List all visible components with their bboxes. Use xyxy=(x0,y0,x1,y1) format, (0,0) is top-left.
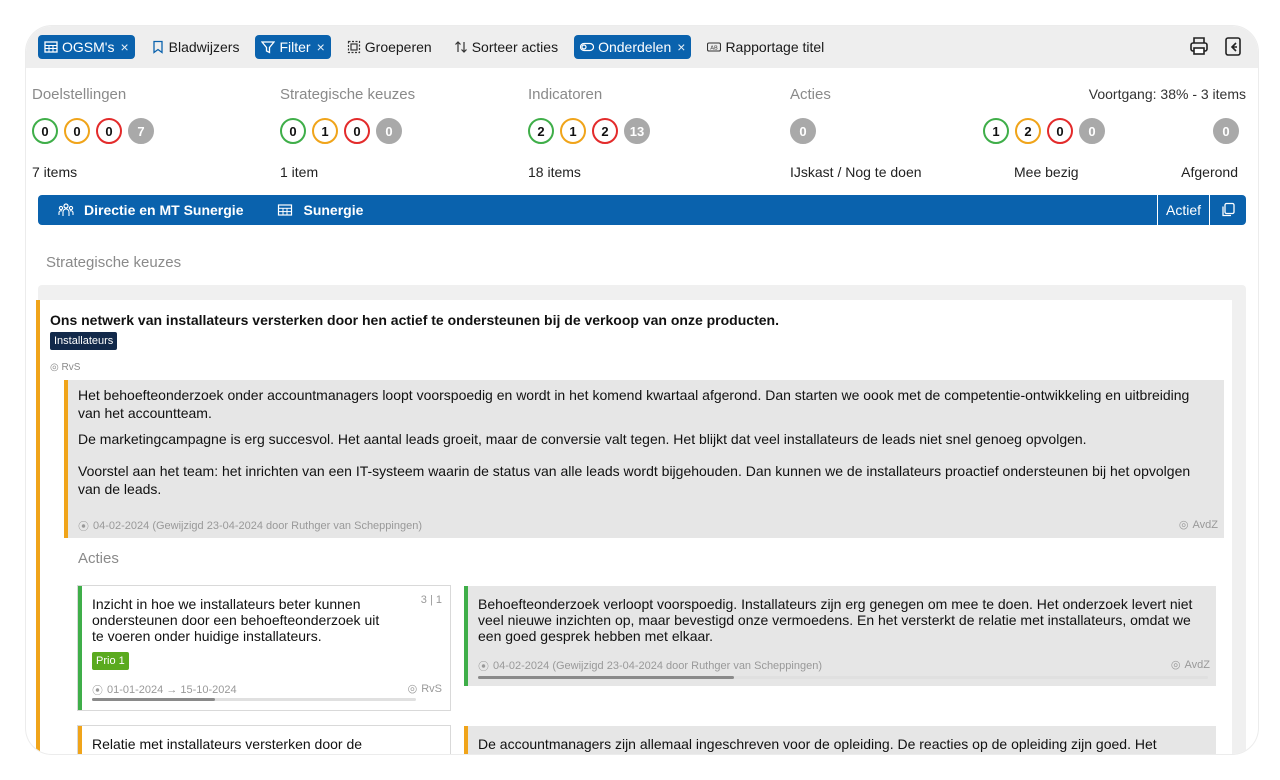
toolbar xyxy=(26,26,1258,68)
progress-fill xyxy=(92,698,215,701)
count-none[interactable]: 0 xyxy=(1079,118,1105,144)
stat-foot: 7 items xyxy=(32,164,78,180)
action-owner xyxy=(408,682,442,695)
action-counts: 3 | 1 xyxy=(420,594,442,606)
count-green[interactable]: 0 xyxy=(32,118,58,144)
tab-ogsms[interactable] xyxy=(38,35,135,59)
status-bar-orange xyxy=(464,726,468,754)
group-icon xyxy=(347,40,361,54)
comment-paragraph: Voorstel aan het team: het inrichten van een IT-systeem waarin de status van alle leads wordt bijgehouden. Dan kunnen we de installateurs proactief ondersteunen bij het opvolgen van de leads. xyxy=(78,463,1191,497)
progress-bar xyxy=(92,698,416,701)
tag-badge[interactable]: Installateurs xyxy=(50,332,117,350)
count-red[interactable]: 2 xyxy=(592,118,618,144)
copy-icon xyxy=(1220,202,1236,218)
count-orange[interactable]: 2 xyxy=(1015,118,1041,144)
tab-bladwijzers[interactable] xyxy=(145,35,246,59)
close-icon[interactable]: × xyxy=(316,39,325,55)
comment-paragraph: De marketingcampagne is erg succesvol. Het aantal leads groeit, maar de conversie valt tegen. Het blijkt dat veel installateurs de leads niet snel genoeg opvolgen. xyxy=(78,431,1087,447)
progress-bar xyxy=(478,676,1208,679)
toggle-icon xyxy=(580,40,594,54)
tab-groeperen[interactable] xyxy=(341,35,438,59)
count-green[interactable]: 0 xyxy=(280,118,306,144)
card-title[interactable]: Ons netwerk van installateurs versterken door hen actief te ondersteunen bij de verkoop van onze producten. xyxy=(50,312,779,328)
tab-filter[interactable] xyxy=(255,35,330,59)
action-comment[interactable] xyxy=(464,586,1216,686)
comment-paragraph: Het behoefteonderzoek onder accountmanagers loopt voorspoedig en wordt in het komend kwartaal afgerond. Dan starten we oook met de competentie-ontwikkeling en uitbreiding van het accountteam. xyxy=(78,387,1190,421)
play-icon: ⦿ xyxy=(92,685,103,697)
close-icon[interactable]: × xyxy=(120,39,129,55)
tab-onderdelen[interactable] xyxy=(574,35,691,59)
stat-foot-bezig: Mee bezig xyxy=(1014,164,1079,180)
filter-icon xyxy=(261,40,275,54)
action-comment-text: De accountmanagers zijn allemaal ingeschreven voor de opleiding. De reacties op de opleiding zijn goed. Het xyxy=(478,736,1157,752)
count-orange[interactable]: 1 xyxy=(560,118,586,144)
status-bar-orange xyxy=(64,380,68,538)
count-red[interactable]: 0 xyxy=(344,118,370,144)
comment-author xyxy=(1171,658,1210,671)
status-counts xyxy=(32,118,154,144)
stat-title: Acties xyxy=(790,86,831,103)
user-icon: ◎ xyxy=(1178,519,1189,531)
action-owner-name: RvS xyxy=(421,682,442,695)
comment-box[interactable] xyxy=(64,380,1224,538)
tab-rapportage-titel[interactable] xyxy=(701,35,830,59)
comment-date: 04-02-2024 (Gewijzigd 23-04-2024 door Ruthger van Scheppingen) xyxy=(493,660,822,672)
section-title: Strategische keuzes xyxy=(46,254,182,271)
comment-meta xyxy=(478,658,822,674)
comment-author-name: AvdZ xyxy=(1184,658,1210,671)
stat-title: Indicatoren xyxy=(528,86,603,103)
comment-author xyxy=(1179,518,1218,531)
play-icon: ⦿ xyxy=(478,661,489,673)
strategic-choice-card[interactable] xyxy=(36,300,1232,754)
count-none[interactable]: 0 xyxy=(790,118,816,144)
table-icon xyxy=(44,40,58,54)
count-red[interactable]: 0 xyxy=(1047,118,1073,144)
user-icon: ◎ xyxy=(407,683,418,695)
team-link[interactable] xyxy=(58,202,243,218)
comment-author-name: AvdZ xyxy=(1192,518,1218,531)
tab-rapportage-titel-label: Rapportage titel xyxy=(725,39,825,55)
org-name: Sunergie xyxy=(303,202,364,218)
action-card[interactable] xyxy=(78,586,450,710)
action-comment-text: Behoefteonderzoek verloopt voorspoedig. Installateurs zijn erg genegen om mee te doen. Het onderzoek levert niet veel nieuwe inzichten op, maar bevestigd onze vermoedens. En het versterkt de relatie met installateurs, omdat we een goed gesprek hebben met elkaar. xyxy=(478,596,1193,644)
status-bar-orange xyxy=(36,300,40,754)
tab-filter-label: Filter xyxy=(279,39,311,55)
print-icon[interactable] xyxy=(1188,35,1210,57)
stats-bar xyxy=(26,68,1258,196)
status-counts xyxy=(528,118,650,144)
action-dates xyxy=(92,682,237,698)
tab-bladwijzers-label: Bladwijzers xyxy=(168,39,240,55)
status-counts-bezig xyxy=(983,118,1105,144)
status-bar-orange xyxy=(78,726,82,754)
action-text: Inzicht in hoe we installateurs beter kunnen ondersteunen door een behoefteonderzoek uit te voeren onder huidige installateurs. xyxy=(92,596,380,644)
progress-fill xyxy=(478,676,734,679)
count-none[interactable]: 7 xyxy=(128,118,154,144)
user-icon: ◎ xyxy=(50,362,59,373)
tab-groeperen-label: Groeperen xyxy=(364,39,432,55)
sort-icon xyxy=(454,40,468,54)
stat-foot: 18 items xyxy=(528,164,581,180)
status-counts-afgerond xyxy=(1213,118,1239,144)
bookmark-icon xyxy=(151,40,165,54)
owner-name: RvS xyxy=(61,362,81,373)
stat-title: Strategische keuzes xyxy=(280,86,416,103)
ab-icon xyxy=(707,40,721,54)
team-icon xyxy=(58,202,74,218)
app-frame xyxy=(26,26,1258,754)
stat-foot-ijskast: IJskast / Nog te doen xyxy=(790,164,922,180)
action-date-range: 01-01-2024 → 15-10-2024 xyxy=(107,684,237,696)
stat-foot-afgerond: Afgerond xyxy=(1181,164,1238,180)
count-none[interactable]: 13 xyxy=(624,118,650,144)
count-none[interactable]: 0 xyxy=(376,118,402,144)
comment-meta xyxy=(78,518,422,534)
count-none[interactable]: 0 xyxy=(1213,118,1239,144)
svg-text:AB: AB xyxy=(710,45,719,52)
action-card[interactable] xyxy=(78,726,450,754)
count-green[interactable]: 1 xyxy=(983,118,1009,144)
org-link[interactable] xyxy=(277,202,363,218)
export-icon[interactable] xyxy=(1222,35,1244,57)
tab-ogsms-label: OGSM's xyxy=(62,39,115,55)
play-icon: ⦿ xyxy=(78,521,89,533)
acties-title: Acties xyxy=(78,550,119,567)
team-bar xyxy=(38,195,1246,225)
comment-date: 04-02-2024 (Gewijzigd 23-04-2024 door Ruthger van Scheppingen) xyxy=(93,520,422,532)
stat-foot: 1 item xyxy=(280,164,319,180)
action-comment[interactable] xyxy=(464,726,1216,754)
status-bar-green xyxy=(464,586,468,686)
copy-button[interactable] xyxy=(1209,195,1246,225)
owner xyxy=(50,362,80,373)
tab-sorteer-acties-label: Sorteer acties xyxy=(471,39,559,55)
progress-text: Voortgang: 38% - 3 items xyxy=(1088,86,1246,102)
status-badge[interactable]: Actief xyxy=(1157,195,1209,225)
action-text: Relatie met installateurs versterken door de xyxy=(92,736,363,752)
count-green[interactable]: 2 xyxy=(528,118,554,144)
user-icon: ◎ xyxy=(1170,659,1181,671)
priority-badge[interactable]: Prio 1 xyxy=(92,652,129,670)
stat-title: Doelstellingen xyxy=(32,86,127,103)
table-icon xyxy=(277,202,293,218)
status-bar-green xyxy=(78,586,82,710)
close-icon[interactable]: × xyxy=(677,39,686,55)
tab-onderdelen-label: Onderdelen xyxy=(598,39,672,55)
status-counts-ijskast xyxy=(790,118,816,144)
count-red[interactable]: 0 xyxy=(96,118,122,144)
status-counts xyxy=(280,118,402,144)
tab-sorteer-acties[interactable] xyxy=(448,35,564,59)
count-orange[interactable]: 0 xyxy=(64,118,90,144)
count-orange[interactable]: 1 xyxy=(312,118,338,144)
team-name: Directie en MT Sunergie xyxy=(84,202,244,218)
stat-acties xyxy=(776,68,1246,196)
